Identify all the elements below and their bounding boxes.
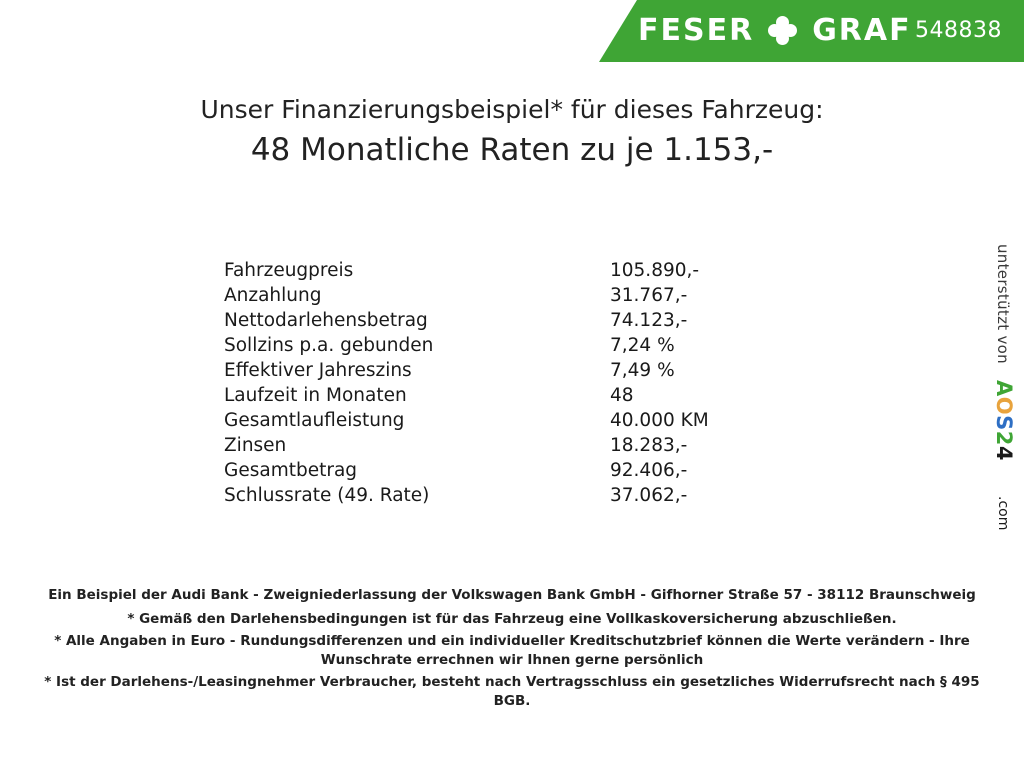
aos24-letter-s: S [992,415,1016,431]
row-value: 40.000 KM [610,410,709,431]
page-subtitle: Unser Finanzierungsbeispiel* für dieses Fahrzeug: [200,95,824,124]
table-row [224,258,784,283]
table-row [224,458,784,483]
row-label: Effektiver Jahreszins [224,360,412,381]
row-value: 37.062,- [610,485,688,506]
aos24-logo [992,380,1016,461]
table-row [224,408,784,433]
footnote-insurance: * Gemäß den Darlehensbedingungen ist für das Fahrzeug eine Vollkaskoversicherung abzuschließen. [127,611,897,627]
aos24-letter-a: A [992,380,1016,397]
aos24-letter-o: O [992,396,1016,416]
row-value: 92.406,- [610,460,688,481]
page-header [0,0,1024,62]
logo-text-feser: FESER [638,13,755,48]
row-label: Gesamtbetrag [224,460,358,481]
table-row [224,483,784,508]
vehicle-number: 548838 [915,18,1002,43]
table-row [224,308,784,333]
row-value: 7,24 % [610,335,675,356]
table-row [224,333,784,358]
row-value: 31.767,- [610,285,688,306]
aos24-letter-2: 2 [992,430,1016,446]
row-label: Sollzins p.a. gebunden [224,335,434,356]
row-label: Zinsen [224,435,287,456]
row-label: Nettodarlehensbetrag [224,310,428,331]
row-value: 105.890,- [610,260,700,281]
clover-icon [768,16,798,46]
sidebar-supported-by [990,244,1020,564]
row-value: 48 [610,385,634,406]
row-value: 7,49 % [610,360,675,381]
footnote-withdrawal-right: * Ist der Darlehens-/Leasingnehmer Verbraucher, besteht nach Vertragsschluss ein gesetzliches Widerrufsrecht nach § 495 BGB. [44,674,980,709]
row-label: Anzahlung [224,285,322,306]
aos24-letter-4: 4 [992,445,1016,461]
sidebar-supported-by-label: unterstützt von [994,244,1012,364]
title-block [0,93,1024,171]
feser-graf-logo [638,11,912,51]
table-row [224,433,784,458]
row-label: Laufzeit in Monaten [224,385,407,406]
row-value: 74.123,- [610,310,688,331]
row-value: 18.283,- [610,435,688,456]
page-title: 48 Monatliche Raten zu je 1.153,- [250,132,774,168]
logo-text-graf: GRAF [812,13,912,48]
row-label: Schlussrate (49. Rate) [224,485,430,506]
footnotes-block [0,586,1024,711]
row-label: Fahrzeugpreis [224,260,354,281]
row-label: Gesamtlaufleistung [224,410,405,431]
table-row [224,383,784,408]
aos24-domain: .com [995,496,1011,531]
footnote-bank-info: Ein Beispiel der Audi Bank - Zweigniederlassung der Volkswagen Bank GmbH - Gifhorner Straße 57 - 38112 Braunschweig [48,587,976,603]
table-row [224,358,784,383]
footnote-currency: * Alle Angaben in Euro - Rundungsdifferenzen und ein individueller Kreditschutzbrief können die Werte verändern - Ihre Wunschrate errechnen wir Ihnen gerne persönlich [54,633,970,668]
table-row [224,283,784,308]
finance-details-table [224,258,784,508]
